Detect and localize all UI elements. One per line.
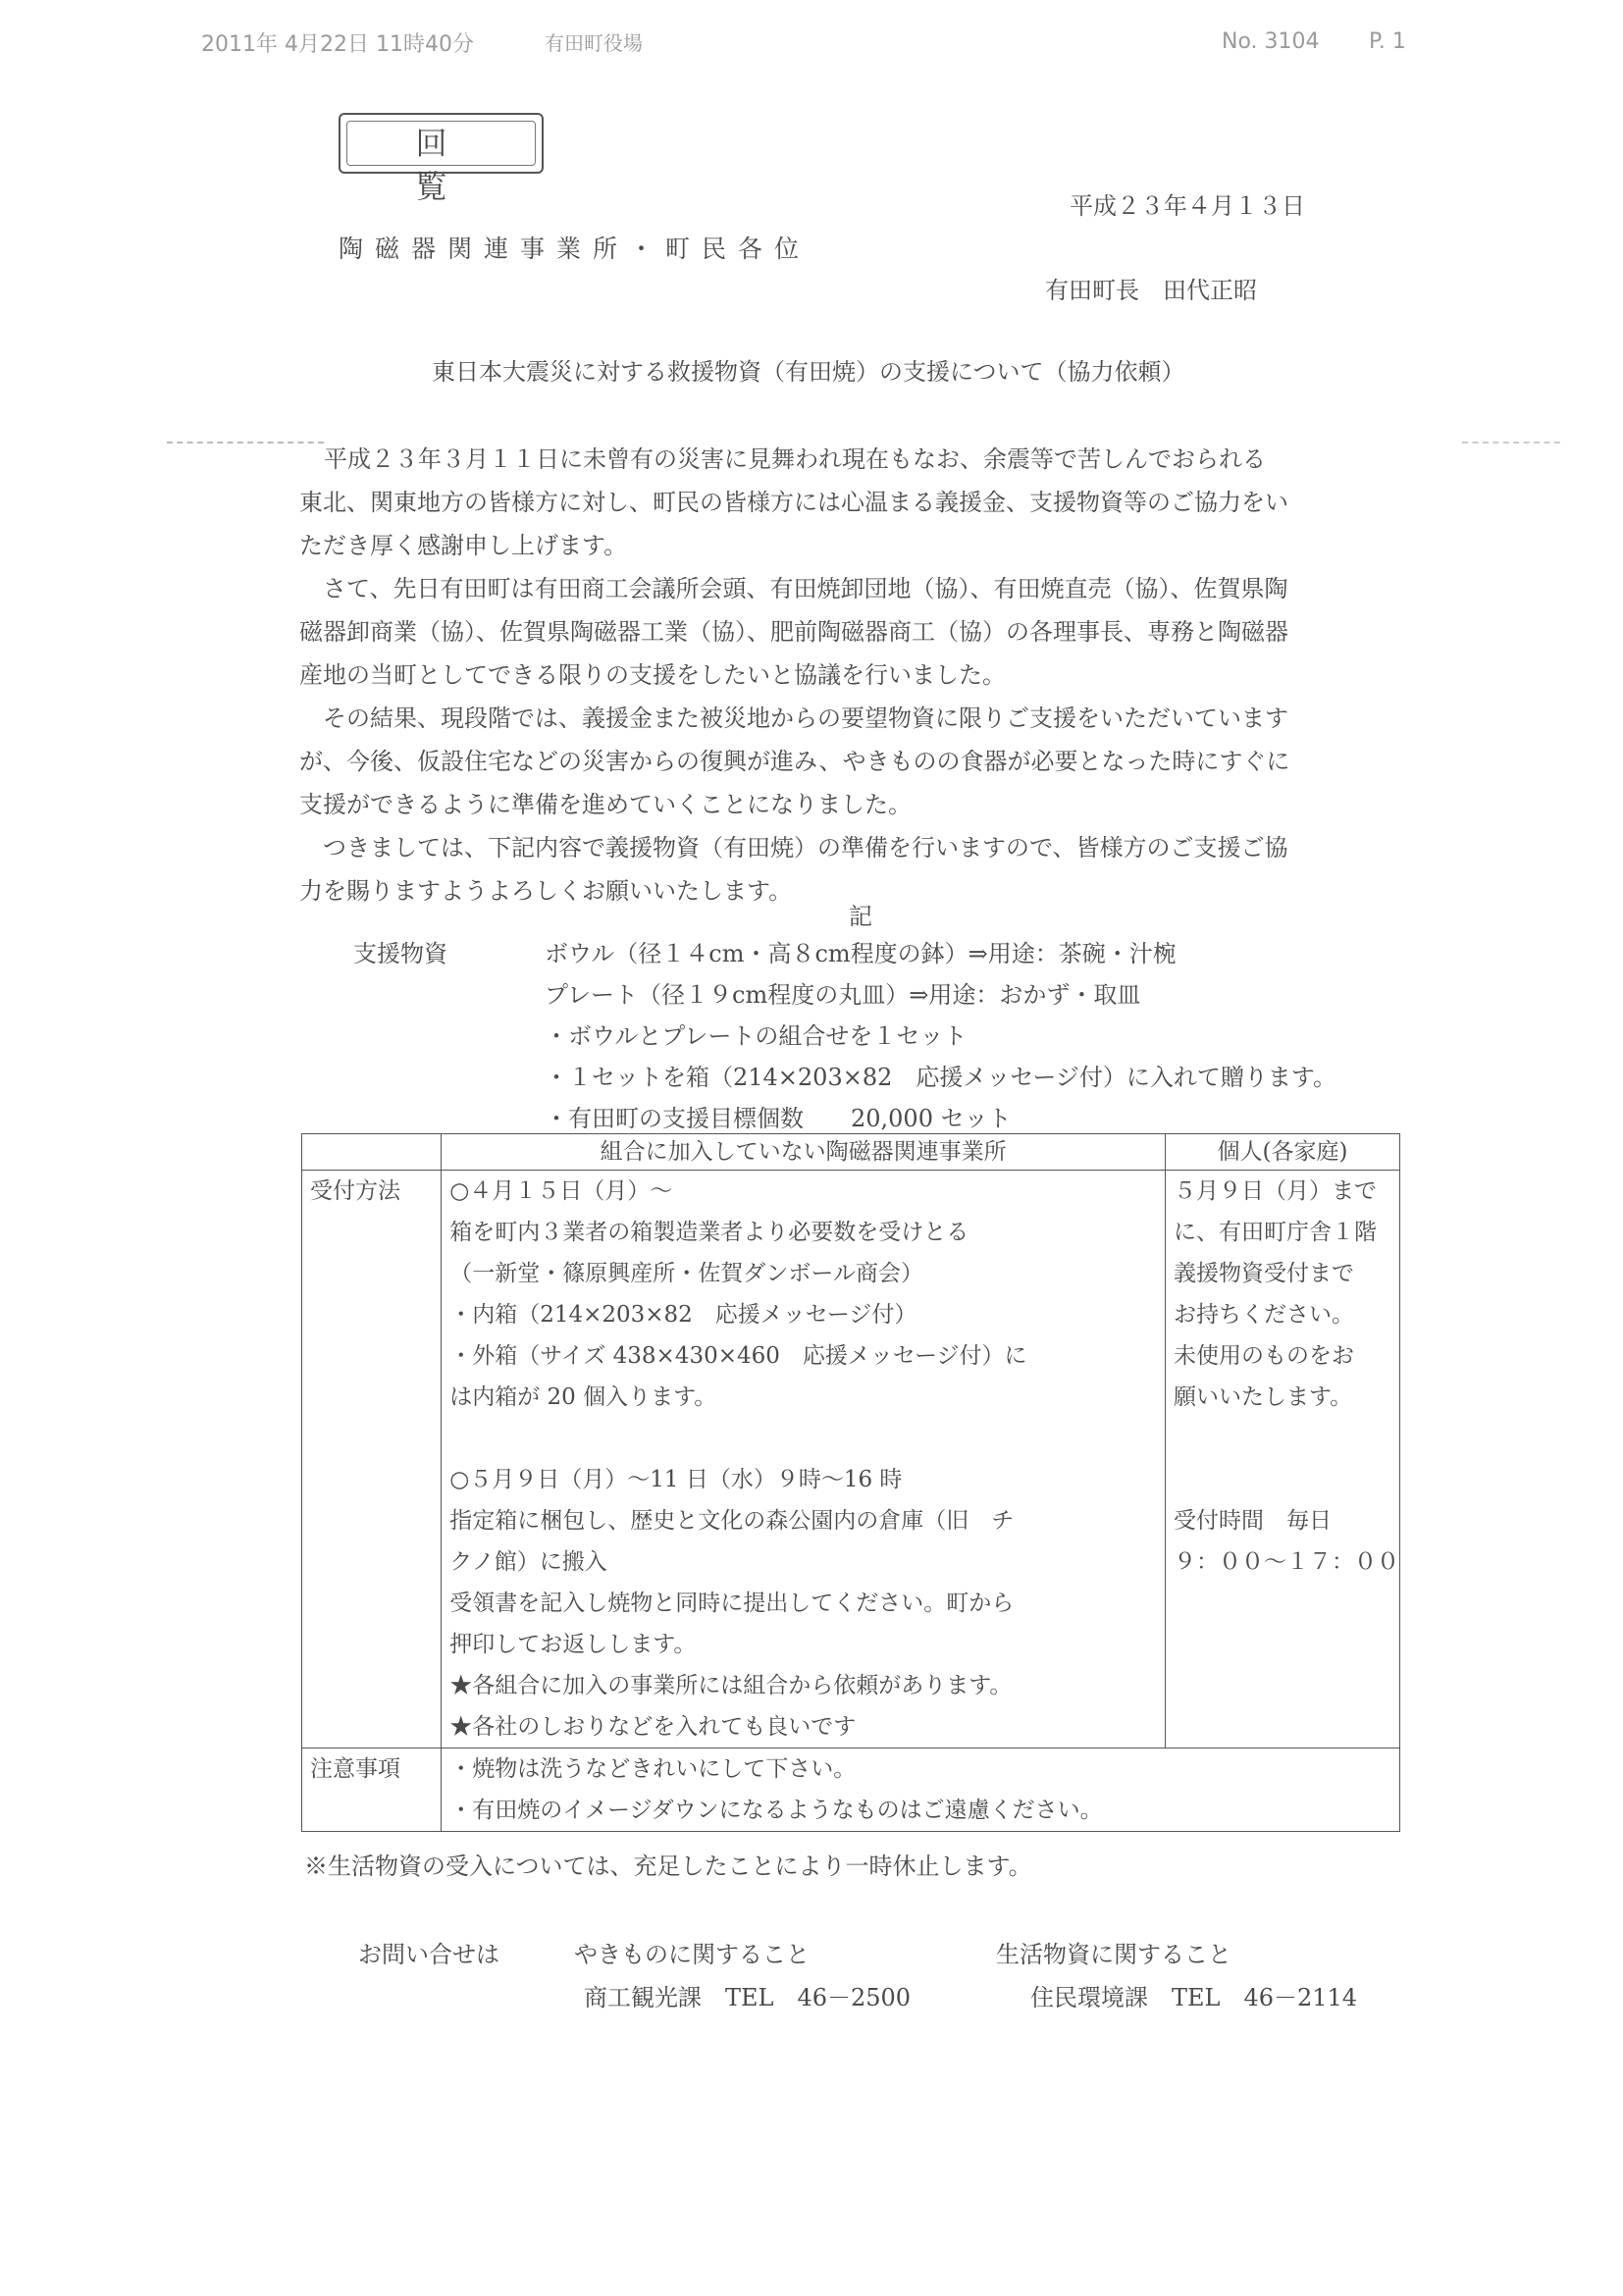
reception-line: ★各社のしおりなどを入れても良いです <box>449 1714 857 1740</box>
reception-line: ○５月９日（月）～11 日（水）９時～16 時 <box>449 1467 903 1492</box>
individual-line: 義援物資受付まで <box>1173 1261 1354 1286</box>
body-line: 支援ができるように準備を進めていくことになりました。 <box>299 791 912 818</box>
fax-datetime: 2011年 4月22日 11時40分 <box>201 32 474 57</box>
table-header-individuals: 個人(各家庭) <box>1165 1134 1399 1171</box>
ki-heading: 記 <box>849 903 872 930</box>
individual-line: に、有田町庁舎１階 <box>1173 1220 1377 1245</box>
body-line: 力を賜りますようよろしくお願いいたします。 <box>299 877 793 905</box>
body-line: ただき厚く感謝申し上げます。 <box>299 532 628 559</box>
reception-line: 指定箱に梱包し、歴史と文化の森公園内の倉庫（旧 チ <box>449 1508 1015 1534</box>
footnote: ※生活物資の受入については、充足したことにより一時休止します。 <box>304 1852 1032 1880</box>
reception-line: 受領書を記入し焼物と同時に提出してください。町から <box>449 1591 1015 1616</box>
detail-table <box>301 1133 1400 1832</box>
table-header-businesses: 組合に加入していない陶磁器関連事業所 <box>442 1134 1166 1171</box>
reception-line: 押印してお返しします。 <box>449 1632 697 1657</box>
support-item: ・１セットを箱（214×203×82 応援メッセージ付）に入れて贈ります。 <box>545 1064 1337 1091</box>
individual-line: 未使用のものをお <box>1173 1343 1354 1369</box>
body-line: その結果、現段階では、義援金また被災地からの要望物資に限りご支援をいただいています <box>299 704 1288 732</box>
individual-line: ９：００～１７：００ <box>1173 1549 1399 1575</box>
individual-line: 願いいたします。 <box>1173 1384 1353 1410</box>
recipient: 陶磁器関連事業所・町民各位 <box>339 235 812 263</box>
body-line: つきましては、下記内容で義援物資（有田焼）の準備を行いますので、皆様方のご支援ご協 <box>299 834 1288 861</box>
reception-line: ★各組合に加入の事業所には組合から依頼があります。 <box>449 1673 1013 1698</box>
reception-line: ○４月１５日（月）～ <box>449 1178 673 1204</box>
sender-name: 有田町長 田代正昭 <box>1045 277 1257 304</box>
document-date: 平成２３年４月１３日 <box>1070 192 1305 220</box>
body-line: 磁器卸商業（協）、佐賀県陶磁器工業（協）、肥前陶磁器商工（協）の各理事長、専務と陶磁器 <box>299 618 1288 646</box>
body-line: さて、先日有田町は有田商工会議所会頭、有田焼卸団地（協）、有田焼直売（協）、佐賀県陶 <box>299 575 1288 602</box>
notes-line: ・有田焼のイメージダウンになるようなものはご遠慮ください。 <box>449 1798 1103 1823</box>
individual-line: お持ちください。 <box>1173 1302 1354 1328</box>
scan-artifact-right <box>1462 442 1560 444</box>
body-line: が、今後、仮設住宅などの災害からの復興が進み、やきものの食器が必要となった時にすぐに <box>299 748 1290 775</box>
table-row-reception <box>302 1171 1400 1748</box>
subject-title: 東日本大震災に対する救援物資（有田焼）の支援について（協力依頼） <box>432 358 1185 386</box>
circular-box <box>339 113 544 205</box>
fax-sender: 有田町役場 <box>545 31 643 55</box>
contact-right-topic: 生活物資に関すること <box>996 1941 1231 1968</box>
scan-artifact-left <box>167 442 324 444</box>
notes-label: 注意事項 <box>310 1756 400 1782</box>
individual-line: 受付時間 毎日 <box>1173 1508 1332 1534</box>
body-line: 東北、関東地方の皆様方に対し、町民の皆様方には心温まる義援金、支援物資等のご協力をい <box>299 489 1288 516</box>
reception-line: クノ館）に搬入 <box>449 1549 607 1575</box>
support-item: ・ボウルとプレートの組合せを１セット <box>545 1022 968 1050</box>
reception-label: 受付方法 <box>310 1178 400 1204</box>
fax-page: P. 1 <box>1369 29 1406 54</box>
reception-line: ・内箱（214×203×82 応援メッセージ付） <box>449 1302 917 1328</box>
contact-right-dept: 住民環境課 TEL 46－2114 <box>1030 1984 1358 2011</box>
table-row-notes <box>302 1748 1400 1832</box>
contact-left-dept: 商工観光課 TEL 46－2500 <box>584 1984 912 2011</box>
notes-line: ・焼物は洗うなどきれいにして下さい。 <box>449 1756 857 1782</box>
body-line: 産地の当町としてできる限りの支援をしたいと協議を行いました。 <box>299 661 1006 689</box>
body-line: 平成２３年３月１１日に未曾有の災害に見舞われ現在もなお、余震等で苦しんでおられる <box>324 445 1266 473</box>
individual-line: ５月９日（月）まで <box>1173 1178 1377 1204</box>
reception-line: （一新堂・篠原興産所・佐賀ダンボール商会） <box>449 1261 923 1286</box>
reception-line: 箱を町内３業者の箱製造業者より必要数を受けとる <box>449 1220 969 1245</box>
contact-label: お問い合せは <box>358 1941 499 1968</box>
reception-line: ・外箱（サイズ 438×430×460 応援メッセージ付）に <box>449 1343 1027 1369</box>
support-item: プレート（径１９cm程度の丸皿）⇒用途：おかず・取皿 <box>545 981 1141 1009</box>
contact-left-topic: やきものに関すること <box>574 1941 810 1968</box>
support-item: ボウル（径１４cm・高８cm程度の鉢）⇒用途：茶碗・汁椀 <box>545 940 1177 967</box>
support-item: ・有田町の支援目標個数 20,000 セット <box>545 1105 1012 1132</box>
support-label: 支援物資 <box>353 940 447 967</box>
table-header-row <box>302 1134 1400 1171</box>
circular-label: 回 覧 <box>346 121 536 166</box>
reception-line: は内箱が 20 個入ります。 <box>449 1384 717 1410</box>
fax-number: No. 3104 <box>1222 29 1320 54</box>
table-header-empty <box>302 1134 442 1171</box>
